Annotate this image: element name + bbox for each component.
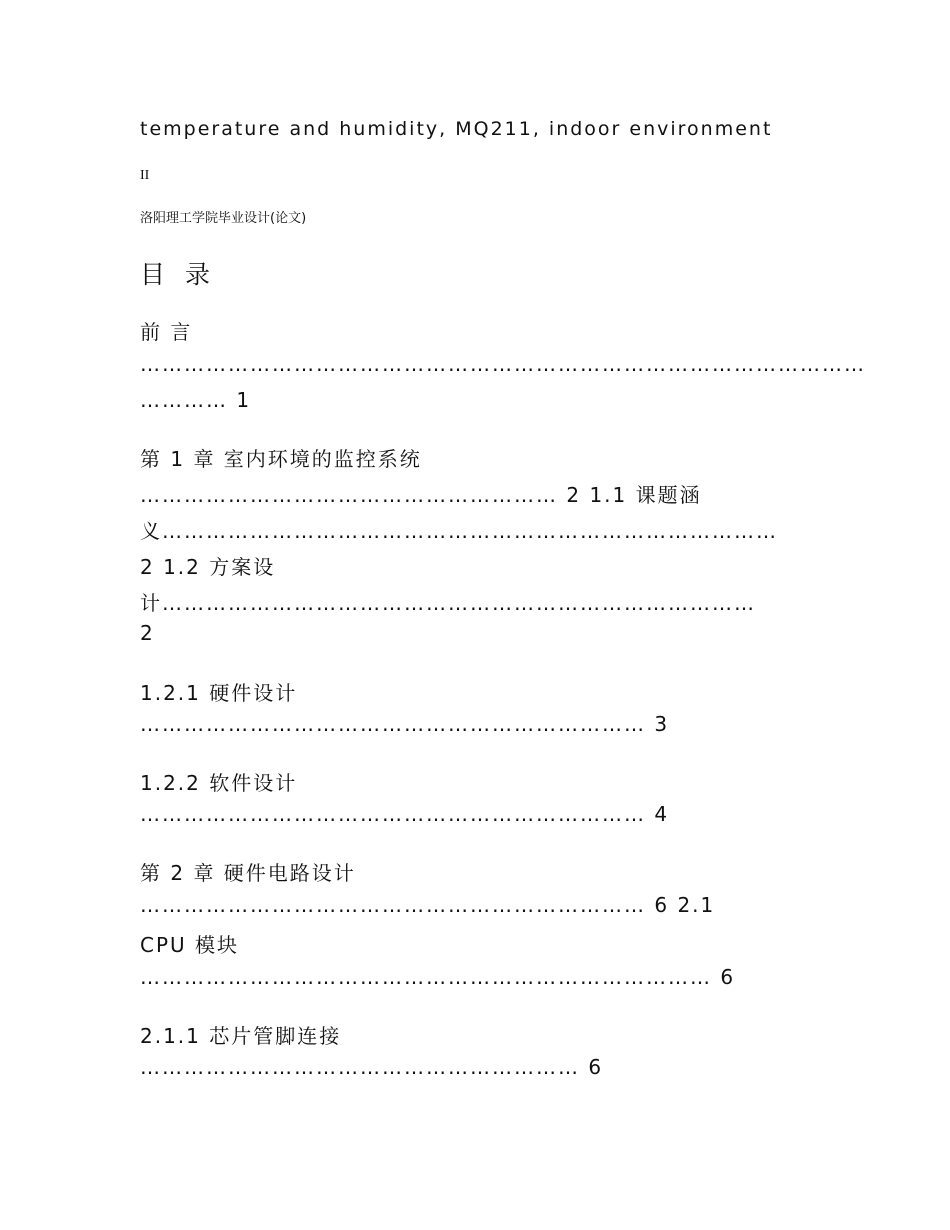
document-header: 洛阳理工学院毕业设计(论文)	[140, 211, 307, 226]
toc-entry: 1.2.2 软件设计	[140, 771, 298, 795]
toc-page-ref: ………… 1	[140, 388, 252, 412]
page-number: II	[140, 168, 150, 183]
toc-title: 目 录	[140, 260, 216, 289]
toc-entry: 2 1.2 方案设	[140, 555, 276, 579]
toc-leader: …………………………………………………………… 6 2.1	[140, 893, 716, 917]
toc-leader: ………………………………………………………………………………………	[140, 352, 866, 376]
toc-entry: 第 2 章 硬件电路设计	[140, 861, 356, 885]
toc-leader: …………………………………………………………… 4	[140, 802, 670, 826]
toc-leader: ………………………………………………… 2 1.1 课题涵	[140, 483, 702, 507]
toc-leader: …………………………………………………………………… 6	[140, 965, 736, 989]
toc-entry: 1.2.1 硬件设计	[140, 681, 298, 705]
toc-entry: 2.1.1 芯片管脚连接	[140, 1024, 342, 1048]
toc-leader: 义…………………………………………………………………………	[140, 519, 778, 543]
toc-entry: 第 1 章 室内环境的监控系统	[140, 447, 422, 471]
toc-entry: CPU 模块	[140, 933, 240, 957]
toc-leader: 计………………………………………………………………………	[140, 591, 756, 615]
toc-leader: …………………………………………………… 6	[140, 1055, 604, 1079]
toc-leader: …………………………………………………………… 3	[140, 712, 670, 736]
toc-page-ref: 2	[140, 621, 155, 645]
keywords-line: temperature and humidity, MQ211, indoor environment	[140, 118, 773, 140]
toc-entry: 前 言	[140, 320, 193, 344]
